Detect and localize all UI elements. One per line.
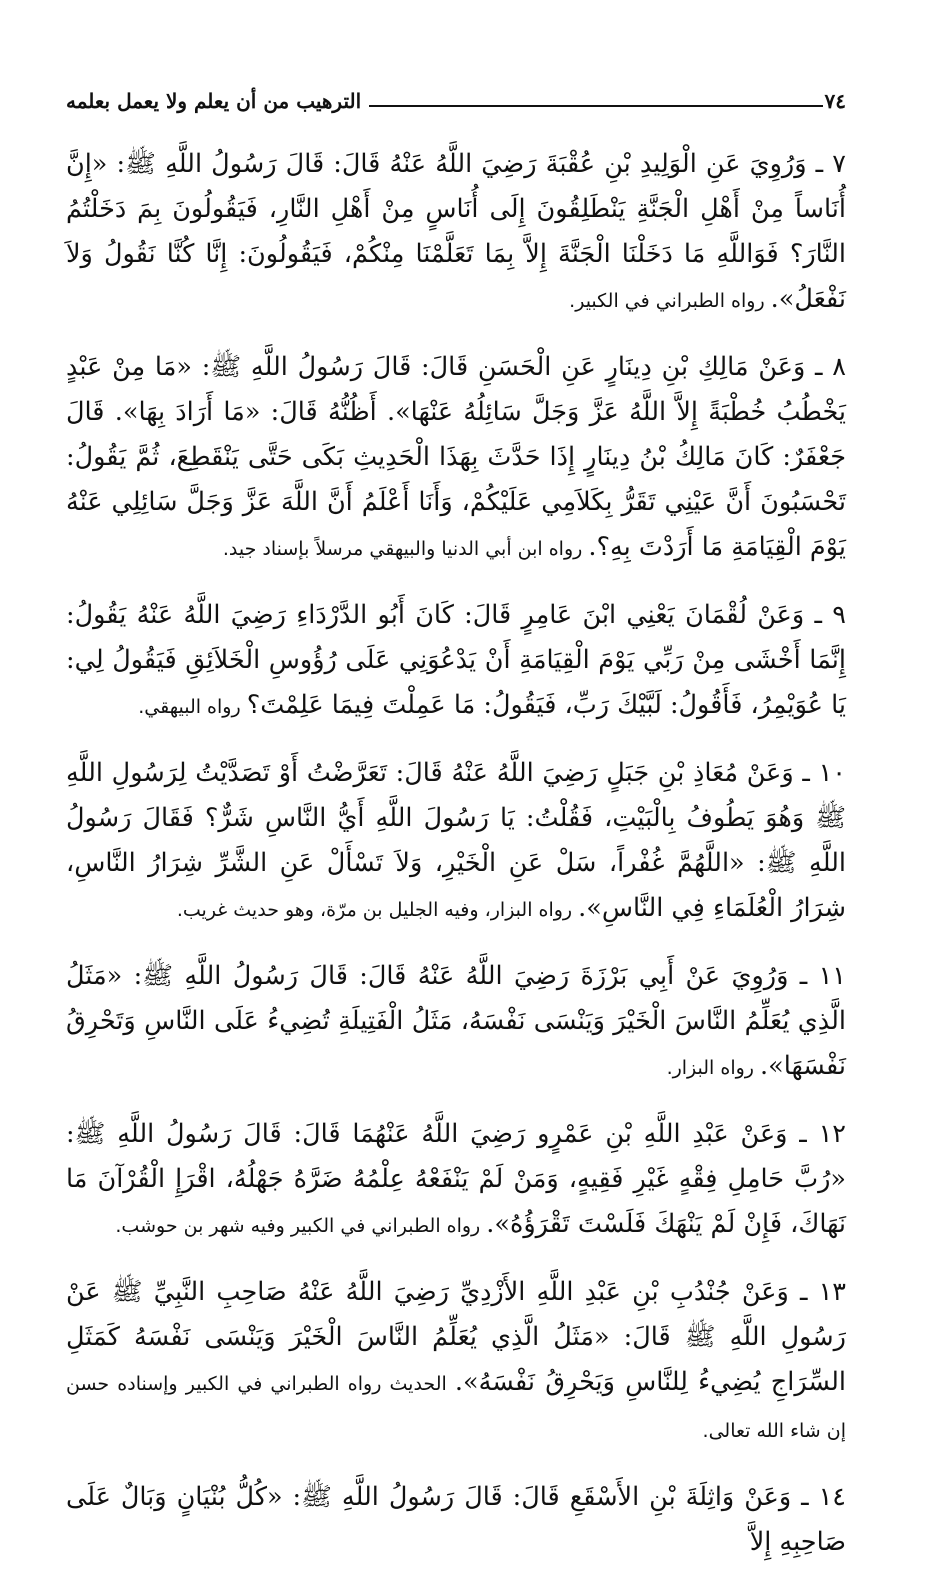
hadith-text: ٨ ـ وَعَنْ مَالِكِ بْنِ دِينَارٍ عَنِ الْحَسَنِ قَالَ: قَالَ رَسُولُ اللَّهِ ﷺ: «مَا مِنْ عَبْدٍ يَخْطُبُ خُطْبَةً إِلاَّ اللَّهُ عَزَّ وَجَلَّ سَائِلُهُ عَنْهَا». أَظُنُّهُ قَالَ: «مَا أَرَادَ بِهَا». قَالَ جَعْفَرٌ: كَانَ مَالِكُ بْنُ دِينَارٍ إِذَا حَدَّثَ بِهَذَا الْحَدِيثِ بَكَى حَتَّى يَنْقَطِعَ، ثُمَّ يَقُولُ: تَحْسَبُونَ أَنَّ عَيْنِي تَقَرُّ بِكَلاَمِي عَلَيْكُمْ، وَأَنَا أَعْلَمُ أَنَّ اللَّهَ عَزَّ وَجَلَّ سَائِلِي عَنْهُ يَوْمَ الْقِيَامَةِ مَا أَرَدْتَ بِهِ؟. bbox=[66, 352, 846, 562]
hadith-source: الحديث رواه الطبراني في الكبير وإسناده حسن إن شاء الله تعالى. bbox=[66, 1373, 846, 1442]
hadith-source: رواه ابن أبي الدنيا والبيهقي مرسلاً بإسناد جيد. bbox=[222, 538, 589, 560]
hadith-source: رواه البزار، وفيه الجليل بن مرّة، وهو حديث غريب. bbox=[176, 899, 579, 921]
hadith-9 bbox=[66, 593, 846, 730]
hadith-11 bbox=[66, 954, 846, 1091]
page-body bbox=[66, 142, 846, 1567]
hadith-text: ١١ ـ وَرُوِيَ عَنْ أَبِي بَرْزَةَ رَضِيَ اللَّهُ عَنْهُ قَالَ: قَالَ رَسُولُ اللَّهِ ﷺ: «مَثَلُ الَّذِي يُعَلِّمُ النَّاسَ الْخَيْرَ وَيَنْسَى نَفْسَهُ، مَثَلُ الْفَتِيلَةِ تُضِيءُ عَلَى النَّاسِ وَتَحْرِقُ نَفْسَهَا». bbox=[66, 961, 846, 1081]
hadith-source: رواه الطبراني في الكبير. bbox=[569, 290, 771, 312]
hadith-13 bbox=[66, 1270, 846, 1454]
hadith-text: ١٣ ـ وَعَنْ جُنْدُبِ بْنِ عَبْدِ اللَّهِ الأَزْدِيِّ رَضِيَ اللَّهُ عَنْهُ صَاحِبِ النَّبِيِّ ﷺ عَنْ رَسُولِ اللَّهِ ﷺ قَالَ: «مَثَلُ الَّذِي يُعَلِّمُ النَّاسَ الْخَيْرَ وَيَنْسَى نَفْسَهُ كَمَثَلِ السِّرَاجِ يُضِيءُ لِلنَّاسِ وَيَحْرِقُ نَفْسَهُ». bbox=[66, 1277, 847, 1397]
hadith-text: ١٠ ـ وَعَنْ مُعَاذِ بْنِ جَبَلٍ رَضِيَ اللَّهُ عَنْهُ قَالَ: تَعَرَّضْتُ أَوْ تَصَدَّيْتُ لِرَسُولِ اللَّهِ ﷺ وَهُوَ يَطُوفُ بِالْبَيْتِ، فَقُلْتُ: يَا رَسُولَ اللَّهِ أَيُّ النَّاسِ شَرٌّ؟ فَقَالَ رَسُولُ اللَّهِ ﷺ: «اللَّهُمَّ غُفْراً، سَلْ عَنِ الْخَيْرِ، وَلاَ تَسْأَلْ عَنِ الشَّرِّ شِرَارُ النَّاسِ، شِرَارُ الْعُلَمَاءِ فِي النَّاسِ». bbox=[66, 758, 846, 923]
book-page bbox=[66, 86, 846, 1588]
hadith-12 bbox=[66, 1112, 846, 1249]
hadith-text: ٩ ـ وَعَنْ لُقْمَانَ يَعْنِي ابْنَ عَامِرٍ قَالَ: كَانَ أَبُو الدَّرْدَاءِ رَضِيَ اللَّهُ عَنْهُ يَقُولُ: إِنَّمَا أَخْشَى مِنْ رَبِّي يَوْمَ الْقِيَامَةِ أَنْ يَدْعُوَنِي عَلَى رُؤُوسِ الْخَلاَئِقِ فَيَقُولُ لِي: يَا عُوَيْمِرُ، فَأَقُولُ: لَبَّيْكَ رَبِّ، فَيَقُولُ: مَا عَمِلْتَ فِيمَا عَلِمْتَ؟ bbox=[66, 600, 846, 720]
hadith-14 bbox=[66, 1475, 846, 1567]
page-header bbox=[66, 86, 846, 116]
hadith-7 bbox=[66, 142, 846, 324]
running-title: الترهيب من أن يعلم ولا يعمل بعلمه bbox=[66, 89, 362, 113]
hadith-8 bbox=[66, 345, 846, 572]
header-rule bbox=[369, 105, 822, 107]
hadith-text: ١٢ ـ وَعَنْ عَبْدِ اللَّهِ بْنِ عَمْرٍو رَضِيَ اللَّهُ عَنْهُمَا قَالَ: قَالَ رَسُولُ اللَّهِ ﷺ: «رُبَّ حَامِلِ فِقْهٍ غَيْرِ فَقِيهٍ، وَمَنْ لَمْ يَنْفَعْهُ عِلْمُهُ ضَرَّهُ جَهْلُهُ، اقْرَإِ الْقُرْآنَ مَا نَهَاكَ، فَإِنْ لَمْ يَنْهَكَ فَلَسْتَ تَقْرَؤُهُ». bbox=[66, 1119, 846, 1239]
hadith-source: رواه الطبراني في الكبير وفيه شهر بن حوشب. bbox=[115, 1215, 487, 1237]
page-number: ٧٤ bbox=[824, 89, 846, 113]
hadith-source: رواه البزار. bbox=[666, 1057, 761, 1079]
hadith-text: ٧ ـ وَرُوِيَ عَنِ الْوَلِيدِ بْنِ عُقْبَةَ رَضِيَ اللَّهُ عَنْهُ قَالَ: قَالَ رَسُولُ اللَّهِ ﷺ: «إِنَّ أُنَاساً مِنْ أَهْلِ الْجَنَّةِ يَنْطَلِقُونَ إِلَى أُنَاسٍ مِنْ أَهْلِ النَّارِ، فَيَقُولُونَ بِمَ دَخَلْتُمُ النَّارَ؟ فَوَاللَّهِ مَا دَخَلْنَا الْجَنَّةَ إِلاَّ بِمَا تَعَلَّمْنَا مِنْكُمْ، فَيَقُولُونَ: إِنَّا كُنَّا نَقُولُ وَلاَ نَفْعَلُ». bbox=[66, 149, 846, 314]
hadith-10 bbox=[66, 751, 846, 933]
hadith-text: ١٤ ـ وَعَنْ وَاثِلَةَ بْنِ الأَسْقَعِ قَالَ: قَالَ رَسُولُ اللَّهِ ﷺ: «كُلُّ بُنْيَانٍ وَبَالٌ عَلَى صَاحِبِهِ إِلاَّ bbox=[66, 1482, 846, 1557]
hadith-source: رواه البيهقي. bbox=[138, 696, 247, 718]
